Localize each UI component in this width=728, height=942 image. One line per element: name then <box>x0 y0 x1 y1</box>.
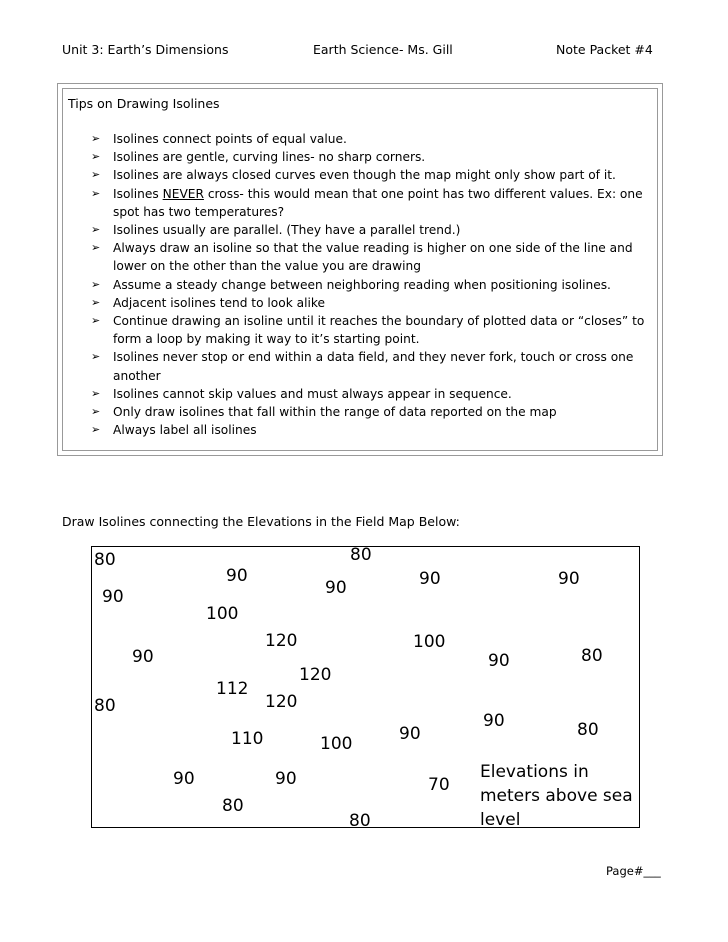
arrow-bullet-icon: ➢ <box>91 405 101 419</box>
elevation-value: 90 <box>173 769 195 789</box>
header-packet: Note Packet #4 <box>556 42 653 57</box>
tip-item: ➢ Assume a steady change between neighboring reading when positioning isolines. <box>91 276 651 294</box>
elevation-value: 90 <box>275 769 297 789</box>
arrow-bullet-icon: ➢ <box>91 386 101 400</box>
never-emphasis: NEVER <box>162 186 204 201</box>
header-unit: Unit 3: Earth’s Dimensions <box>62 42 229 57</box>
elevation-value: 70 <box>428 775 450 795</box>
elevation-value: 120 <box>299 665 332 685</box>
elevation-value: 100 <box>206 604 239 624</box>
tip-item: ➢ Isolines NEVER cross- this would mean that one point has two different values. Ex: one spot has two temperatures? <box>91 186 643 219</box>
elevation-value: 80 <box>94 696 116 716</box>
arrow-bullet-icon: ➢ <box>91 314 101 328</box>
elevation-value: 120 <box>265 631 298 651</box>
elevation-value: 90 <box>483 711 505 731</box>
elevation-value: 90 <box>399 724 421 744</box>
page-number: Page#___ <box>606 864 661 878</box>
tip-item: ➢ Isolines never stop or end within a data field, and they never fork, touch or cross one another <box>91 350 634 383</box>
map-legend: Elevations in meters above sea level <box>480 762 633 830</box>
arrow-bullet-icon: ➢ <box>91 277 101 291</box>
elevation-value: 112 <box>216 679 249 699</box>
elevation-value: 80 <box>581 646 603 666</box>
elevation-value: 100 <box>320 734 353 754</box>
tip-item: ➢ Isolines connect points of equal value. <box>91 130 651 148</box>
elevation-value: 90 <box>488 651 510 671</box>
elevation-value: 80 <box>222 796 244 816</box>
elevation-value: 90 <box>102 587 124 607</box>
arrow-bullet-icon: ➢ <box>91 423 101 437</box>
elevation-value: 110 <box>231 729 264 749</box>
tip-item: ➢ Isolines are always closed curves even though the map might only show part of it. <box>91 166 651 184</box>
tip-item: ➢ Adjacent isolines tend to look alike <box>91 294 651 312</box>
tip-item: ➢ Always label all isolines <box>91 421 651 439</box>
elevation-value: 100 <box>413 632 446 652</box>
tip-item: ➢ Always draw an isoline so that the value reading is higher on one side of the line and lower on the other than the value you are drawing <box>91 241 633 274</box>
arrow-bullet-icon: ➢ <box>91 350 101 364</box>
elevation-value: 80 <box>94 550 116 570</box>
arrow-bullet-icon: ➢ <box>91 132 101 145</box>
map-instruction: Draw Isolines connecting the Elevations in the Field Map Below: <box>62 514 460 529</box>
elevation-value: 80 <box>349 811 371 831</box>
header-course: Earth Science- Ms. Gill <box>313 42 453 57</box>
tip-item: ➢ Isolines usually are parallel. (They have a parallel trend.) <box>91 221 651 239</box>
arrow-bullet-icon: ➢ <box>91 186 101 200</box>
tip-item: ➢ Isolines cannot skip values and must always appear in sequence. <box>91 385 651 403</box>
arrow-bullet-icon: ➢ <box>91 295 101 309</box>
arrow-bullet-icon: ➢ <box>91 241 101 255</box>
elevation-value: 90 <box>558 569 580 589</box>
tip-item: ➢ Isolines are gentle, curving lines- no sharp corners. <box>91 148 651 166</box>
elevation-value: 80 <box>577 720 599 740</box>
elevation-value: 90 <box>325 578 347 598</box>
elevation-value: 90 <box>226 566 248 586</box>
arrow-bullet-icon: ➢ <box>91 168 101 182</box>
arrow-bullet-icon: ➢ <box>91 150 101 164</box>
tips-list <box>91 130 651 439</box>
tip-item: ➢ Only draw isolines that fall within the range of data reported on the map <box>91 403 651 421</box>
elevation-value: 120 <box>265 692 298 712</box>
elevation-value: 80 <box>350 545 372 565</box>
arrow-bullet-icon: ➢ <box>91 223 101 237</box>
elevation-value: 90 <box>132 647 154 667</box>
tips-title: Tips on Drawing Isolines <box>68 96 220 111</box>
elevation-value: 90 <box>419 569 441 589</box>
tip-item: ➢ Continue drawing an isoline until it reaches the boundary of plotted data or “closes” to form a loop by making it way to it’s starting point. <box>91 314 645 347</box>
